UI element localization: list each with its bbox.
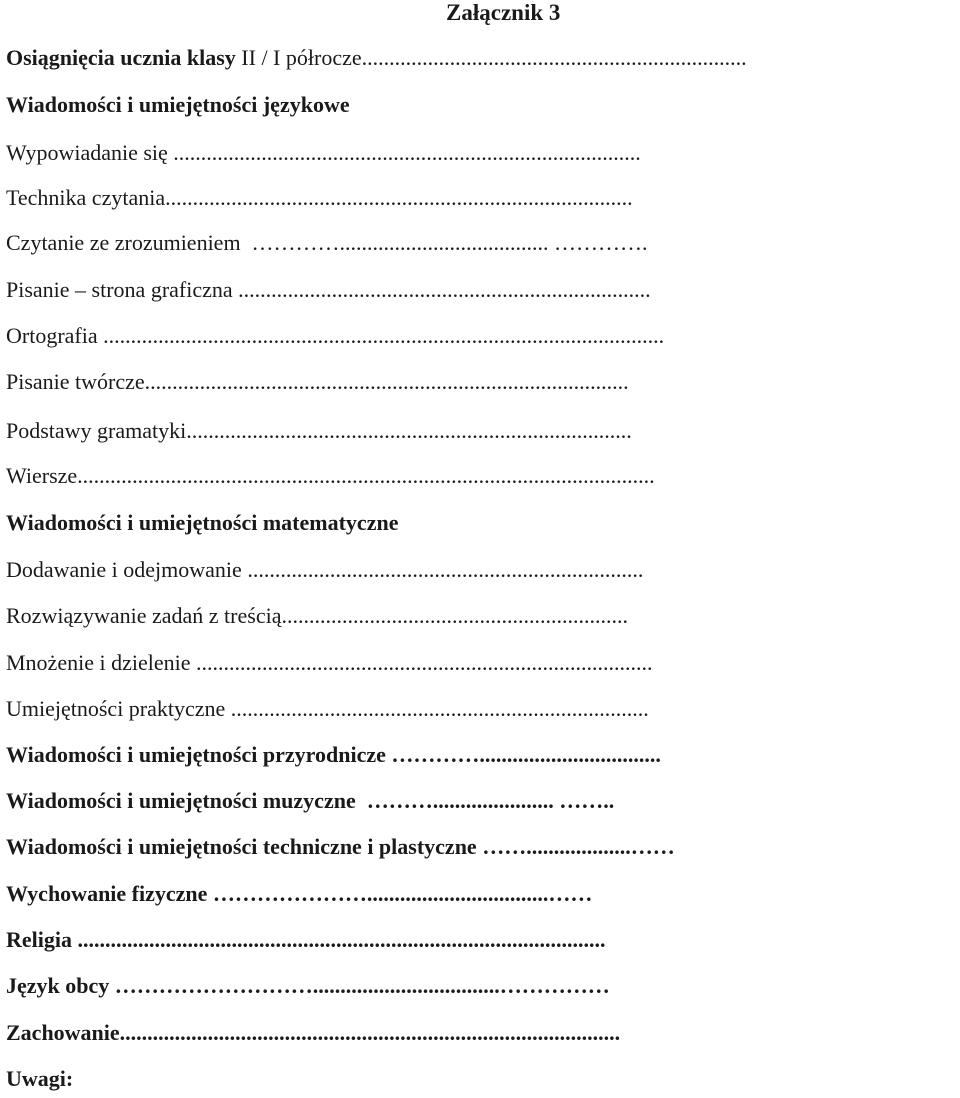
line-bold: Osiągnięcia ucznia klasy — [6, 45, 236, 70]
item-reading-technique — [6, 183, 633, 213]
line-text: Czytanie ze zrozumieniem …………...................................... …………. — [6, 230, 648, 255]
section-heading-math — [6, 508, 398, 538]
line-bold: Wiadomości i umiejętności przyrodnicze …………................................. — [6, 742, 661, 767]
section-technical-art — [6, 832, 675, 862]
line-text: Umiejętności praktyczne ............................................................................ — [6, 696, 649, 721]
line-bold: Wiadomości i umiejętności matematyczne — [6, 510, 399, 535]
line-bold: Język obcy ………………………..................................…………… — [6, 973, 610, 998]
line-text: Mnożenie i dzielenie ................................................................................... — [6, 650, 653, 675]
section-foreign-language — [6, 971, 610, 1001]
item-speaking — [6, 138, 641, 168]
item-multiplication-division — [6, 648, 652, 678]
item-addition-subtraction — [6, 555, 643, 585]
item-creative-writing — [6, 367, 629, 397]
section-remarks — [6, 1064, 73, 1094]
line-text: Podstawy gramatyki................................................................................. — [6, 418, 632, 443]
item-handwriting — [6, 275, 651, 305]
section-music — [6, 786, 614, 816]
line-bold: Wiadomości i umiejętności językowe — [6, 92, 350, 117]
line-bold: Wiadomości i umiejętności muzyczne ………...................... …….. — [6, 788, 615, 813]
section-nature — [6, 740, 661, 770]
line-bold: Wiadomości i umiejętności techniczne i plastyczne ……...................…… — [6, 834, 675, 859]
class-achievements-line — [6, 43, 747, 73]
line-text: Ortografia ...................................................................................................... — [6, 323, 665, 348]
line-text: Wiersze......................................................................................................... — [6, 463, 655, 488]
item-spelling — [6, 321, 664, 351]
line-text: Rozwiązywanie zadań z treścią............................................................... — [6, 603, 628, 628]
line-bold: Religia ................................................................................................ — [6, 927, 606, 952]
line-text: Pisanie twórcze........................................................................................ — [6, 369, 629, 394]
section-physical-education — [6, 879, 592, 909]
item-poems — [6, 461, 655, 491]
attachment-label: Załącznik 3 — [446, 0, 561, 25]
line-bold: Wychowanie fizyczne ………………….................................…… — [6, 881, 593, 906]
line-text: Wypowiadanie się ..................................................................................... — [6, 140, 641, 165]
section-religion — [6, 925, 606, 955]
section-heading-language — [6, 90, 350, 120]
line-bold: Zachowanie........................................................................................... — [6, 1020, 621, 1045]
line-text: II / I półrocze...................................................................... — [235, 45, 747, 70]
line-text: Pisanie – strona graficzna ........................................................................... — [6, 277, 651, 302]
line-text: Technika czytania..................................................................................... — [6, 185, 633, 210]
section-behavior — [6, 1018, 620, 1048]
item-grammar — [6, 416, 632, 446]
item-word-problems — [6, 601, 628, 631]
item-reading-comprehension — [6, 228, 648, 258]
line-bold: Uwagi: — [6, 1066, 74, 1091]
line-text: Dodawanie i odejmowanie ........................................................................ — [6, 557, 644, 582]
item-practical-skills — [6, 694, 649, 724]
